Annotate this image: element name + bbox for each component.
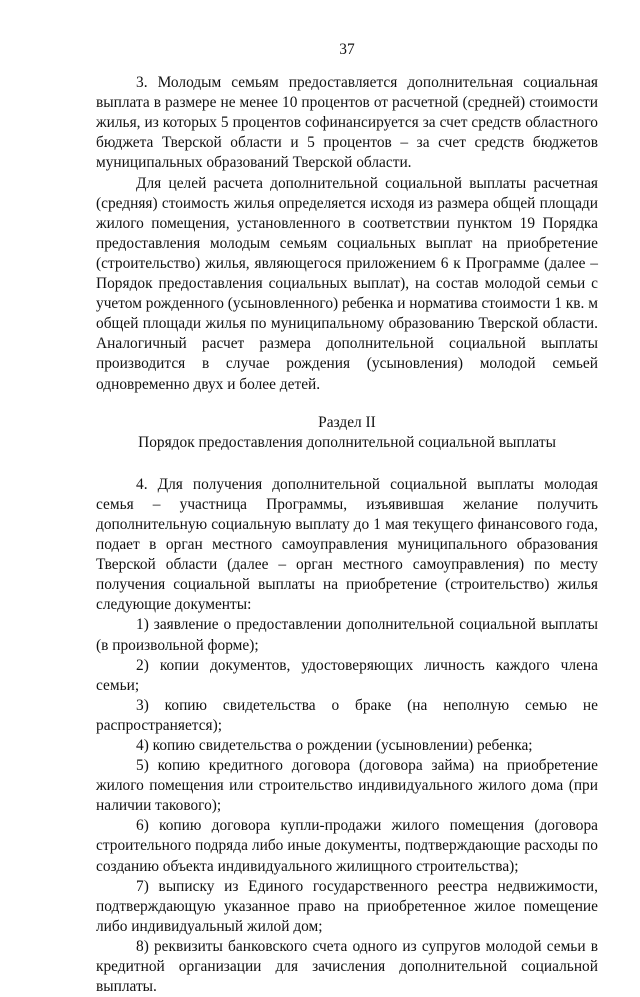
document-item-5: 5) копию кредитного договора (договора займа) на приобретение жилого помещения или строительство индивидуального жилого дома (при наличии такового); bbox=[96, 757, 598, 815]
page-number: 37 bbox=[339, 41, 355, 58]
paragraph-4: 4. Для получения дополнительной социальной выплаты молодая семья – участница Программы, изъявившая желание получить дополнительную социальную выплату до 1 мая текущего финансового года, подает в орган местного самоуправления муниципального образования Тверской области (далее – орган местного самоуправления) по месту получения социальной выплаты на приобретение (строительство) жилья следующие документы: bbox=[96, 475, 598, 614]
section-heading bbox=[96, 413, 598, 453]
paragraph-3: 3. Молодым семьям предоставляется дополнительная социальная выплата в размере не менее 10 процентов от расчетной (средней) стоимости жилья, из которых 5 процентов софинансируется за счет средств областного бюджета Тверской области и 5 процентов – за счет средств бюджетов муниципальных образований Тверской области. bbox=[96, 74, 598, 172]
document-item-8: 8) реквизиты банковского счета одного из супругов молодой семьи в кредитной организации для зачисления дополнительной социальной выплаты. bbox=[96, 937, 598, 996]
document-page bbox=[96, 40, 598, 997]
section-title: Раздел II bbox=[318, 413, 376, 431]
paragraph-calculation: Для целей расчета дополнительной социальной выплаты расчетная (средняя) стоимость жилья определяется исходя из размера общей площади жилого помещения, установленного в соответствии пунктом 19 Порядка предоставления молодым семьям социальных выплат на приобретение (строительство) жилья, являющегося приложением 6 к Программе (далее – Порядок предоставления социальных выплат), на состав молодой семьи с учетом рожденного (усыновленного) ребенка и норматива стоимости 1 кв. м общей площади жилья по муниципальному образованию Тверской области. Аналогичный расчет размера дополнительной социальной выплаты производится в случае рождения (усыновления) молодой семьей одновременно двух и более детей. bbox=[96, 174, 598, 393]
section-subtitle: Порядок предоставления дополнительной социальной выплаты bbox=[138, 433, 556, 451]
document-item-1: 1) заявление о предоставлении дополнительной социальной выплаты (в произвольной форме); bbox=[96, 616, 598, 654]
document-item-2: 2) копии документов, удостоверяющих личность каждого члена семьи; bbox=[96, 656, 598, 694]
document-item-4: 4) копию свидетельства о рождении (усыновлении) ребенка; bbox=[136, 737, 533, 754]
document-item-7: 7) выписку из Единого государственного реестра недвижимости, подтверждающую указанное право на приобретенное жилое помещение либо индивидуальный жилой дом; bbox=[96, 877, 598, 935]
document-item-3: 3) копию свидетельства о браке (на неполную семью не распространяется); bbox=[96, 696, 598, 734]
document-item-6: 6) копию договора купли-продажи жилого помещения (договора строительного подряда либо иные документы, подтверждающие расходы по созданию объекта индивидуального жилищного строительства); bbox=[96, 817, 598, 875]
